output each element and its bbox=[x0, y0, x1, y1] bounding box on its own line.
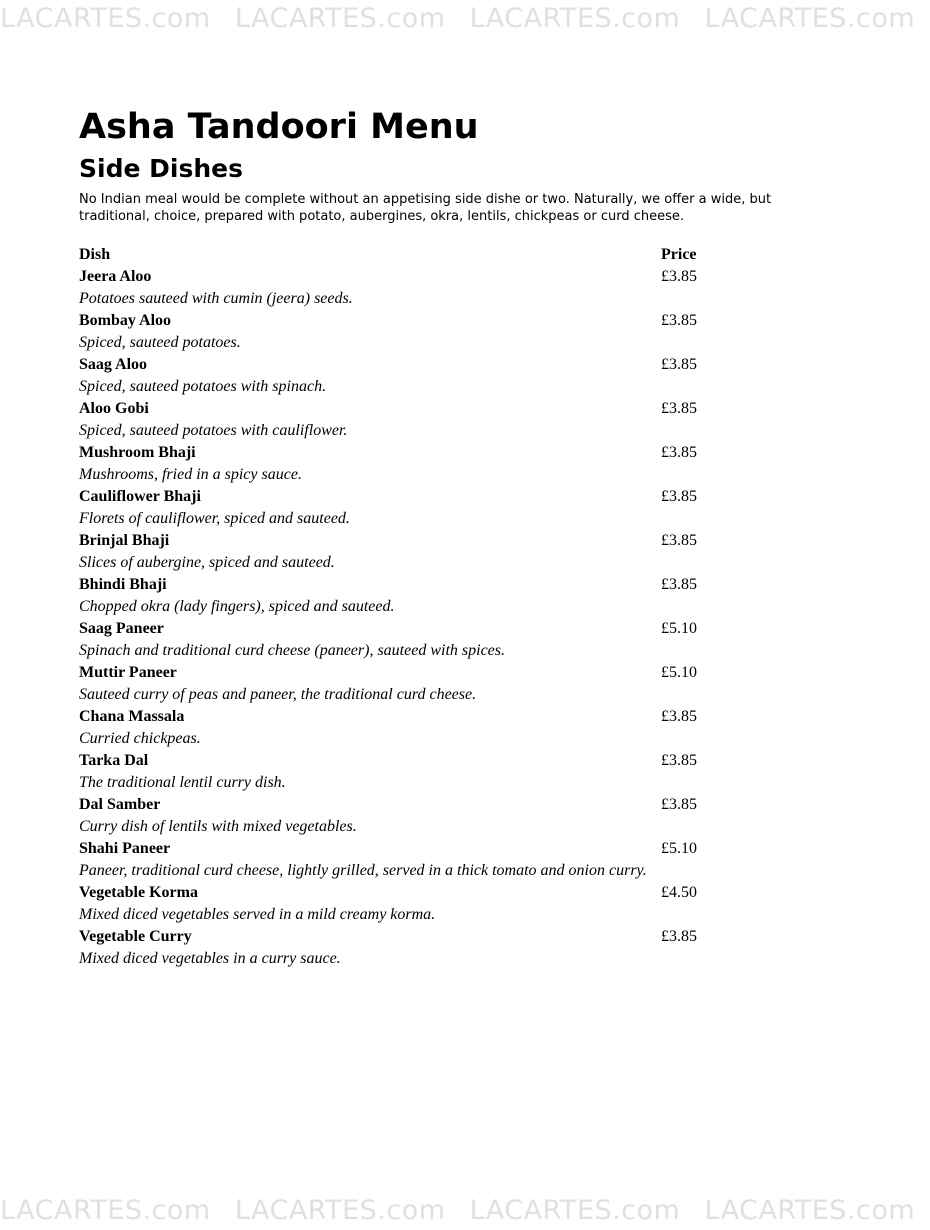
menu-item-description-row bbox=[79, 464, 719, 486]
dish-price: £3.85 bbox=[661, 928, 697, 945]
dish-price: £3.85 bbox=[661, 312, 697, 329]
dish-description: Potatoes sauteed with cumin (jeera) seeds. bbox=[79, 290, 353, 307]
dish-name: Mushroom Bhaji bbox=[79, 444, 196, 461]
dish-price: £3.85 bbox=[661, 400, 697, 417]
menu-item-description-row bbox=[79, 508, 719, 530]
dish-name: Muttir Paneer bbox=[79, 664, 177, 681]
menu-item-description-row bbox=[79, 948, 719, 970]
menu-item-row bbox=[79, 706, 719, 728]
dish-price: £3.85 bbox=[661, 708, 697, 725]
menu-item-row bbox=[79, 266, 719, 288]
dish-description: Spiced, sauteed potatoes. bbox=[79, 334, 241, 351]
menu-item-description-row bbox=[79, 552, 719, 574]
dish-price: £3.85 bbox=[661, 576, 697, 593]
dish-price: £3.85 bbox=[661, 532, 697, 549]
dish-name: Vegetable Korma bbox=[79, 884, 198, 901]
menu-item-description-row bbox=[79, 772, 719, 794]
description-spacer bbox=[661, 684, 719, 706]
dish-price: £3.85 bbox=[661, 268, 697, 285]
dish-name: Shahi Paneer bbox=[79, 840, 171, 857]
description-spacer bbox=[661, 552, 719, 574]
description-spacer bbox=[661, 332, 719, 354]
dish-name: Saag Aloo bbox=[79, 356, 148, 373]
dish-description: Slices of aubergine, spiced and sauteed. bbox=[79, 554, 335, 571]
description-spacer bbox=[661, 904, 719, 926]
menu-item-row bbox=[79, 882, 719, 904]
watermark-text: LACARTES.com bbox=[0, 1195, 211, 1226]
dish-name: Jeera Aloo bbox=[79, 268, 152, 285]
menu-item-row bbox=[79, 486, 719, 508]
menu-table-body bbox=[79, 266, 719, 970]
page-title: Asha Tandoori Menu bbox=[79, 107, 479, 147]
menu-item-row bbox=[79, 618, 719, 640]
description-spacer bbox=[661, 948, 719, 970]
dish-price: £3.85 bbox=[661, 444, 697, 461]
menu-item-description-row bbox=[79, 860, 719, 882]
dish-description: Curried chickpeas. bbox=[79, 730, 201, 747]
watermark-text: LACARTES.com bbox=[469, 3, 681, 34]
watermark-text: LACARTES.com bbox=[0, 3, 211, 34]
dish-price: £3.85 bbox=[661, 796, 697, 813]
dish-price: £5.10 bbox=[661, 840, 697, 857]
menu-item-description-row bbox=[79, 288, 719, 310]
dish-name: Dal Samber bbox=[79, 796, 161, 813]
description-spacer bbox=[661, 376, 719, 398]
menu-item-description-row bbox=[79, 640, 719, 662]
menu-item-description-row bbox=[79, 332, 719, 354]
dish-name: Chana Massala bbox=[79, 708, 185, 725]
menu-table bbox=[79, 244, 719, 970]
dish-price: £3.85 bbox=[661, 752, 697, 769]
dish-description: Florets of cauliflower, spiced and sauteed. bbox=[79, 510, 350, 527]
dish-price: £3.85 bbox=[661, 488, 697, 505]
menu-item-row bbox=[79, 926, 719, 948]
menu-item-description-row bbox=[79, 684, 719, 706]
dish-price: £5.10 bbox=[661, 664, 697, 681]
dish-description: Sauteed curry of peas and paneer, the traditional curd cheese. bbox=[79, 686, 477, 703]
menu-item-description-row bbox=[79, 420, 719, 442]
watermark-text: LACARTES.com bbox=[234, 1195, 446, 1226]
menu-item-row bbox=[79, 310, 719, 332]
dish-name: Vegetable Curry bbox=[79, 928, 192, 945]
dish-description: Mushrooms, fried in a spicy sauce. bbox=[79, 466, 302, 483]
section-intro: No Indian meal would be complete without an appetising side dishe or two. Naturally, we offer a wide, but traditional, choice, prepared with potato, aubergines, okra, lentils, chickpeas or curd cheese. bbox=[79, 192, 772, 224]
dish-price: £3.85 bbox=[661, 356, 697, 373]
menu-table-header bbox=[79, 244, 719, 266]
column-header-price: Price bbox=[661, 246, 697, 263]
description-spacer bbox=[661, 420, 719, 442]
dish-description: Mixed diced vegetables served in a mild creamy korma. bbox=[79, 906, 436, 923]
menu-item-row bbox=[79, 838, 719, 860]
description-spacer bbox=[661, 772, 719, 794]
description-spacer bbox=[661, 728, 719, 750]
menu-item-description-row bbox=[79, 728, 719, 750]
menu-item-row bbox=[79, 442, 719, 464]
description-spacer bbox=[661, 640, 719, 662]
dish-price: £4.50 bbox=[661, 884, 697, 901]
dish-description: Paneer, traditional curd cheese, lightly grilled, served in a thick tomato and onion curry. bbox=[79, 862, 647, 879]
menu-page bbox=[79, 104, 799, 970]
dish-name: Cauliflower Bhaji bbox=[79, 488, 201, 505]
menu-item-row bbox=[79, 750, 719, 772]
dish-name: Brinjal Bhaji bbox=[79, 532, 170, 549]
dish-price: £5.10 bbox=[661, 620, 697, 637]
watermark-text: LACARTES.com bbox=[469, 1195, 681, 1226]
description-spacer bbox=[661, 816, 719, 838]
description-spacer bbox=[661, 288, 719, 310]
watermark-text: LACARTES.com bbox=[234, 3, 446, 34]
column-header-dish: Dish bbox=[79, 246, 111, 263]
menu-item-description-row bbox=[79, 904, 719, 926]
description-spacer bbox=[661, 860, 719, 882]
dish-name: Aloo Gobi bbox=[79, 400, 149, 417]
dish-name: Saag Paneer bbox=[79, 620, 164, 637]
description-spacer bbox=[661, 596, 719, 618]
menu-item-description-row bbox=[79, 376, 719, 398]
menu-item-row bbox=[79, 398, 719, 420]
dish-description: Mixed diced vegetables in a curry sauce. bbox=[79, 950, 341, 967]
dish-description: The traditional lentil curry dish. bbox=[79, 774, 286, 791]
dish-name: Bhindi Bhaji bbox=[79, 576, 167, 593]
dish-description: Spiced, sauteed potatoes with cauliflower. bbox=[79, 422, 348, 439]
dish-description: Spiced, sauteed potatoes with spinach. bbox=[79, 378, 327, 395]
menu-item-row bbox=[79, 794, 719, 816]
description-spacer bbox=[661, 508, 719, 530]
menu-item-description-row bbox=[79, 816, 719, 838]
menu-item-description-row bbox=[79, 596, 719, 618]
watermark-bottom bbox=[0, 1194, 916, 1228]
watermark-text: LACARTES.com bbox=[704, 3, 916, 34]
menu-item-row bbox=[79, 574, 719, 596]
watermark-top bbox=[0, 2, 916, 36]
dish-description: Curry dish of lentils with mixed vegetables. bbox=[79, 818, 357, 835]
watermark-text: LACARTES.com bbox=[704, 1195, 916, 1226]
dish-description: Chopped okra (lady fingers), spiced and sauteed. bbox=[79, 598, 395, 615]
menu-item-row bbox=[79, 354, 719, 376]
description-spacer bbox=[661, 464, 719, 486]
dish-name: Tarka Dal bbox=[79, 752, 149, 769]
menu-item-row bbox=[79, 530, 719, 552]
menu-item-row bbox=[79, 662, 719, 684]
dish-description: Spinach and traditional curd cheese (paneer), sauteed with spices. bbox=[79, 642, 505, 659]
section-title: Side Dishes bbox=[79, 154, 243, 183]
dish-name: Bombay Aloo bbox=[79, 312, 172, 329]
